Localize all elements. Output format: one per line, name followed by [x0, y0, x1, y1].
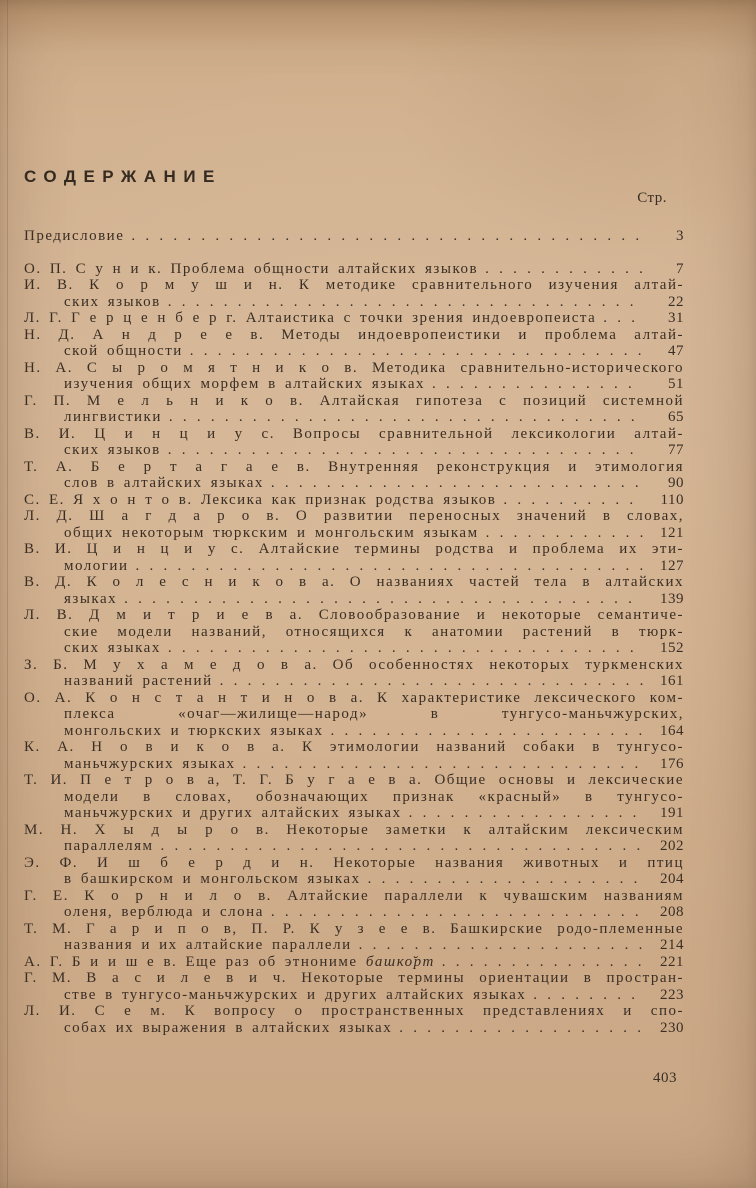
toc-entry-text: оленя, верблюда и слона — [64, 904, 264, 920]
dot-leader — [220, 673, 643, 690]
toc-entry-line — [24, 756, 684, 773]
toc-entry-line — [24, 871, 684, 888]
toc-entry-text: М. Н. Х ы д ы р о в. Некоторые заметки к алтайским лексическим — [24, 821, 684, 838]
toc-entry — [24, 1003, 684, 1036]
toc-page-number: 127 — [660, 557, 684, 574]
toc-entry-line — [24, 970, 684, 987]
toc-entry-text: Н. А. С ы р о м я т н и к о в. Методика сравнительно-исторического — [24, 359, 684, 376]
toc-entry-line — [24, 838, 684, 855]
toc-entry-text: Г. П. М е л ь н и к о в. Алтайская гипотеза с позиций системной — [24, 392, 684, 409]
toc-entry — [24, 327, 684, 360]
toc-entry-text: ских языков — [64, 442, 161, 458]
toc-entry-text: ских языках — [64, 640, 161, 656]
toc-page-number: 223 — [660, 986, 684, 1003]
toc-entry-line — [24, 822, 684, 839]
toc-entry-text: Н. Д. А н д р е е в. Методы индоевропеистики и проблема алтай- — [24, 326, 684, 343]
toc-entry — [24, 739, 684, 772]
toc-entry-text: модели в словах, обозначающих признак «красный» в тунгусо- — [64, 788, 684, 805]
toc-entry-text: Л. В. Д м и т р и е в а. Словообразование и некоторые семантиче- — [24, 607, 684, 623]
toc-entry-text: в башкирском и монгольском языках — [64, 871, 361, 887]
toc-entry-line — [24, 442, 684, 459]
toc-entry-line — [24, 525, 684, 542]
dot-leader — [603, 310, 643, 327]
toc-entry-line — [24, 772, 684, 789]
toc-entry-text: Т. И. П е т р о в а, Т. Г. Б у г а е в а. Общие основы и лексические — [24, 772, 684, 788]
toc-entry-text: Т. М. Г а р и п о в, П. Р. К у з е е в. Башкирские родо-племенные — [24, 920, 684, 937]
dot-leader — [485, 261, 643, 278]
toc-entry-line — [24, 327, 684, 344]
toc-entry-line — [24, 805, 684, 822]
toc-entry-text: А. Г. Б и и ш е в. Еще раз об этнониме башко̆рт — [24, 953, 435, 970]
toc-entry-line — [24, 640, 684, 657]
book-page-number: 403 — [653, 1070, 677, 1086]
dot-leader — [442, 954, 643, 971]
toc-entry-line — [24, 393, 684, 410]
toc-page-number: 221 — [660, 953, 684, 970]
toc-entry — [24, 541, 684, 574]
toc-entry-text: названий растений — [64, 673, 213, 689]
toc-entry-line — [24, 409, 684, 426]
dot-leader — [169, 409, 643, 426]
toc-entry-text: О. А. К о н с т а н т и н о в а. К характеристике лексического ком- — [24, 689, 684, 706]
toc-entry-line — [24, 904, 684, 921]
toc-entry-text: плекса «очаг—жилище—народ» в тунгусо-маньчжурских, — [64, 706, 684, 722]
toc-entry-text: мологии — [64, 557, 129, 574]
dot-leader — [136, 558, 644, 575]
toc-entry — [24, 574, 684, 607]
toc-page-number: 7 — [676, 260, 684, 277]
toc-entry — [24, 508, 684, 541]
toc-entry-line — [24, 921, 684, 938]
toc-entry-text: В. И. Ц и н ц и у с. Вопросы сравнительной лексикологии алтай- — [24, 425, 684, 442]
toc-entry-text: собах их выражения в алтайских языках — [64, 1019, 393, 1036]
toc-page-number: 121 — [660, 524, 684, 541]
toc-entry-line — [24, 673, 684, 690]
toc-entry-line — [24, 987, 684, 1004]
toc-entry-line — [24, 426, 684, 443]
dot-leader — [368, 871, 643, 888]
toc-page-number: 22 — [668, 293, 684, 310]
dot-leader — [271, 904, 643, 921]
toc-entry-line — [24, 657, 684, 674]
toc-entry — [24, 261, 684, 278]
toc-entry-line — [24, 723, 684, 740]
toc-entry-line — [24, 739, 684, 756]
toc-entry-line — [24, 343, 684, 360]
toc-entry — [24, 888, 684, 921]
dot-leader — [330, 723, 643, 740]
dot-leader — [533, 987, 643, 1004]
dot-leader — [168, 640, 643, 657]
toc-entry-line — [24, 508, 684, 525]
toc-entry-text: названия и их алтайские параллели — [64, 937, 352, 953]
toc-entry-text: слов в алтайских языках — [64, 475, 264, 491]
toc-entry-line — [24, 591, 684, 608]
toc-page-number: 65 — [668, 409, 684, 425]
toc-page-number: 152 — [660, 640, 684, 656]
toc-entry-line — [24, 277, 684, 294]
dot-leader — [486, 525, 643, 542]
toc-entry-text: языках — [64, 590, 118, 607]
toc-entry-line — [24, 1020, 684, 1037]
toc-entry — [24, 822, 684, 855]
toc-entry-line — [24, 888, 684, 905]
dot-leader — [503, 492, 643, 509]
toc-entry-line — [24, 706, 684, 723]
toc-entry-line — [24, 376, 684, 393]
toc-entry-text: О. П. С у н и к. Проблема общности алтайских языков — [24, 260, 479, 277]
toc-page-number: 214 — [660, 937, 684, 953]
toc-entry — [24, 492, 684, 509]
toc-entry-text: Г. М. В а с и л е в и ч. Некоторые термины ориентации в простран- — [24, 970, 684, 986]
dot-leader — [399, 1020, 643, 1037]
toc-entry-line — [24, 310, 684, 327]
toc-entry-text: маньчжурских языках — [64, 755, 236, 772]
toc-entry — [24, 970, 684, 1003]
toc-page-number: 202 — [660, 838, 684, 854]
toc-entry — [24, 459, 684, 492]
toc-entry-text: З. Б. М у х а м е д о в а. Об особенностях некоторых туркменских — [24, 656, 684, 673]
dot-leader — [190, 343, 643, 360]
toc-entry-text: Э. Ф. И ш б е р д и н. Некоторые названия животных и птиц — [24, 854, 684, 871]
toc-page-number: 208 — [660, 904, 684, 920]
toc-entry-text: Т. А. Б е р т а г а е в. Внутренняя реконструкция и этимология — [24, 458, 684, 475]
toc-entry-text: С. Е. Я х о н т о в. Лексика как признак родства языков — [24, 491, 497, 508]
toc-entry — [24, 772, 684, 822]
dot-leader — [131, 228, 643, 245]
toc-entry-text: ской общности — [64, 343, 183, 359]
toc-entry-line — [24, 624, 684, 641]
toc-entry-line — [24, 607, 684, 624]
toc-entry-line — [24, 261, 684, 278]
toc-page-number: 3 — [676, 228, 684, 244]
contents-title: СОДЕРЖАНИЕ — [24, 167, 222, 186]
table-of-contents — [24, 228, 684, 1036]
toc-entry-text: Предисловие — [24, 228, 125, 244]
toc-page-number: 230 — [660, 1019, 684, 1036]
toc-entry-text: общих некоторым тюркским и монгольским языкам — [64, 524, 479, 541]
toc-entry — [24, 277, 684, 310]
toc-entry — [24, 855, 684, 888]
toc-page-number: 204 — [660, 871, 684, 887]
page-column-header: Стр. — [637, 190, 667, 206]
dot-leader — [160, 838, 643, 855]
dot-leader — [432, 376, 643, 393]
toc-entry-line — [24, 954, 684, 971]
toc-entry — [24, 228, 684, 245]
toc-page-number: 161 — [660, 673, 684, 689]
toc-entry-text: ские модели названий, относящихся к анатомии растений в тюрк- — [64, 623, 684, 640]
toc-entry-line — [24, 789, 684, 806]
toc-entry — [24, 393, 684, 426]
toc-entry-line — [24, 1003, 684, 1020]
toc-entry-text: Л. И. С е м. К вопросу о пространственных представлениях и спо- — [24, 1003, 684, 1019]
toc-entry-text: монгольских и тюркских языках — [64, 722, 324, 739]
dot-leader — [271, 475, 643, 492]
toc-entry-line — [24, 541, 684, 558]
toc-page-number: 51 — [668, 376, 684, 392]
toc-page-number: 31 — [668, 310, 684, 326]
toc-entry — [24, 360, 684, 393]
toc-entry-text: К. А. Н о в и к о в а. К этимологии названий собаки в тунгусо- — [24, 739, 684, 755]
toc-entry-line — [24, 459, 684, 476]
toc-entry — [24, 954, 684, 971]
toc-entry-text: Л. Г. Г е р ц е н б е р г. Алтаистика с точки зрения индоевропеиста — [24, 310, 597, 326]
toc-page-number: 47 — [668, 343, 684, 359]
dot-leader — [243, 756, 643, 773]
toc-page-number: 77 — [668, 442, 684, 458]
dot-leader — [168, 442, 643, 459]
toc-entry-text: стве в тунгусо-маньчжурских и других алтайских языках — [64, 986, 527, 1003]
toc-entry-line — [24, 574, 684, 591]
toc-entry-text: Г. Е. К о р н и л о в. Алтайские параллели к чувашским названиям — [24, 887, 684, 904]
toc-entry — [24, 426, 684, 459]
toc-entry-line — [24, 492, 684, 509]
toc-entry-line — [24, 855, 684, 872]
toc-entry-line — [24, 294, 684, 311]
toc-entry-text: лингвистики — [64, 409, 162, 425]
toc-page-number: 139 — [660, 590, 684, 607]
toc-entry-line — [24, 475, 684, 492]
toc-entry-text: изучения общих морфем в алтайских языках — [64, 376, 425, 392]
dot-leader — [359, 937, 643, 954]
toc-page-number: 164 — [660, 722, 684, 739]
toc-entry-text: И. В. К о р м у ш и н. К методике сравнительного изучения алтай- — [24, 277, 684, 293]
toc-page-number: 176 — [660, 755, 684, 772]
toc-page-number: 191 — [660, 805, 684, 821]
toc-entry-line — [24, 937, 684, 954]
toc-entry-text: Л. Д. Ш а г д а р о в. О развитии переносных значений в словах, — [24, 508, 684, 524]
toc-entry — [24, 690, 684, 740]
toc-entry-line — [24, 228, 684, 245]
dot-leader — [124, 591, 643, 608]
toc-entry-text: В. И. Ц и н ц и у с. Алтайские термины родства и проблема их эти- — [24, 541, 684, 557]
toc-entry — [24, 607, 684, 657]
toc-page-number: 110 — [660, 491, 684, 508]
toc-entry-text: В. Д. К о л е с н и к о в а. О названиях частей тела в алтайских — [24, 574, 684, 590]
toc-entry — [24, 657, 684, 690]
toc-entry-line — [24, 360, 684, 377]
toc-entry — [24, 310, 684, 327]
dot-leader — [409, 805, 643, 822]
toc-entry-text: параллелям — [64, 838, 154, 854]
toc-entry — [24, 921, 684, 954]
toc-entry-text: ских языков — [64, 293, 161, 310]
dot-leader — [168, 294, 643, 311]
toc-entry-line — [24, 558, 684, 575]
toc-page-number: 90 — [668, 475, 684, 491]
toc-entry-text: маньчжурских и других алтайских языках — [64, 805, 402, 821]
toc-entry-line — [24, 690, 684, 707]
